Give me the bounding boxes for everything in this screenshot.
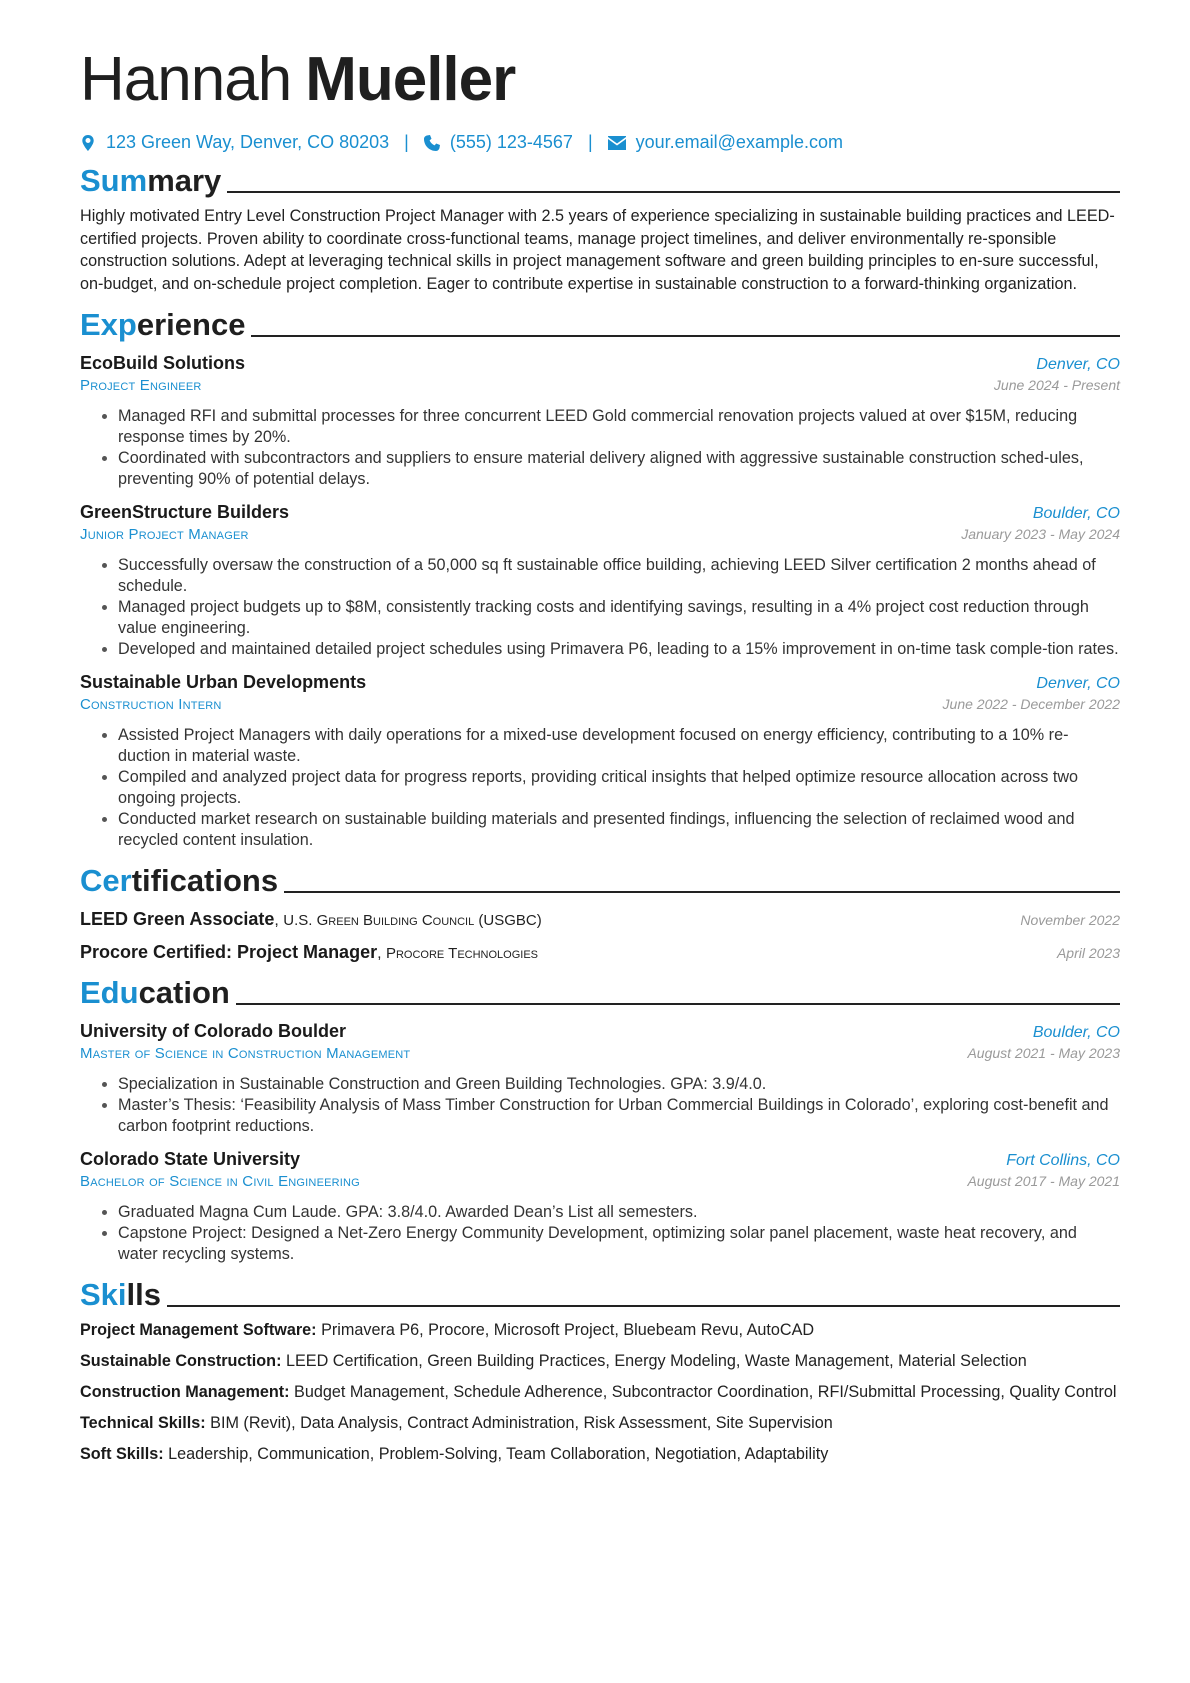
- list-item: • Developed and maintained detailed project schedules using Primavera P6, leading to a 15% improvement in on-time task comple-tion rates.: [118, 639, 1120, 660]
- section-divider: [236, 1003, 1120, 1005]
- skill-value: Budget Management, Schedule Adherence, Subcontractor Coordination, RFI/Submittal Processing, Quality Control: [294, 1383, 1117, 1402]
- skill-value: BIM (Revit), Data Analysis, Contract Administration, Risk Assessment, Site Supervision: [210, 1414, 833, 1433]
- contact-separator: |: [587, 132, 593, 152]
- job-location: Denver, CO: [1036, 675, 1120, 693]
- degree-title: Bachelor of Science in Civil Engineering: [80, 1173, 360, 1191]
- job-location: Denver, CO: [1036, 356, 1120, 374]
- list-item: • Master’s Thesis: ‘Feasibility Analysis of Mass Timber Construction for Urban Commercial Buildings in Colorado’, exploring cost-benefit and carbon footprint reductions.: [118, 1095, 1120, 1137]
- skill-label: Sustainable Construction:: [80, 1352, 282, 1371]
- bullet-list: [80, 1074, 1120, 1137]
- first-name: Hannah: [80, 45, 292, 114]
- bullet-list: [80, 725, 1120, 851]
- skill-value: Primavera P6, Procore, Microsoft Project, Bluebeam Revu, AutoCAD: [321, 1321, 815, 1340]
- contact-line: [80, 132, 1120, 153]
- section-heading: [80, 163, 221, 199]
- skill-label: Project Management Software:: [80, 1321, 317, 1340]
- candidate-name: [80, 44, 1120, 116]
- certification-name: Procore Certified: Project Manager: [80, 942, 378, 963]
- heading-accent: Cer: [80, 863, 132, 899]
- list-item: • Capstone Project: Designed a Net-Zero Energy Community Development, optimizing solar panel placement, waste heat recovery, and water recycling systems.: [118, 1223, 1120, 1265]
- education-dates: August 2021 - May 2023: [967, 1045, 1120, 1062]
- summary-text: Highly motivated Entry Level Construction Project Manager with 2.5 years of experience specializing in sustainable building practices and LEED-certified projects. Proven ability to coordinate cross-functional teams, manage project timelines, and deliver environmentally re-sponsible construction solutions. Adept at leveraging technical skills in project management software and green building principles to en-sure successful, on-budget, and on-schedule project completion. Eager to contribute expertise in sustainable construction to a forward-thinking organization.: [80, 207, 1115, 293]
- heading-rest: tifications: [131, 863, 279, 899]
- job-location: Boulder, CO: [1032, 505, 1120, 523]
- contact-separator: |: [404, 132, 409, 152]
- list-item: • Successfully oversaw the construction of a 50,000 sq ft sustainable office building, achieving LEED Silver certification 2 months ahead of schedule.: [118, 555, 1120, 597]
- skill-label: Soft Skills:: [80, 1445, 164, 1464]
- bullet-list: [80, 1202, 1120, 1265]
- section-heading: [80, 863, 278, 899]
- school-location: Fort Collins, CO: [1006, 1152, 1120, 1170]
- heading-rest: cation: [138, 975, 230, 1011]
- certifications-section-title: [80, 863, 1120, 899]
- address-item: [80, 132, 389, 153]
- skill-row: [80, 1412, 1120, 1434]
- heading-rest: erience: [136, 307, 246, 343]
- job-dates: January 2023 - May 2024: [961, 526, 1120, 543]
- list-item: • Assisted Project Managers with daily operations for a mixed-use development focused on energy efficiency, contributing to a 10% re-duction in material waste.: [118, 725, 1120, 767]
- list-item: • Compiled and analyzed project data for progress reports, providing critical insights that helped optimize resource allocation across two ongoing projects.: [118, 767, 1120, 809]
- company-name: Sustainable Urban Developments: [80, 672, 367, 693]
- section-heading: [80, 307, 245, 343]
- phone-icon: [424, 135, 440, 151]
- skill-row: [80, 1381, 1120, 1403]
- education-section-title: [80, 975, 1120, 1011]
- section-divider: [284, 891, 1120, 893]
- section-heading: [80, 1277, 161, 1313]
- list-item: • Conducted market research on sustainable building materials and presented findings, influencing the selection of reclaimed wood and recycled content insulation.: [118, 809, 1120, 851]
- list-item: • Managed RFI and submittal processes for three concurrent LEED Gold commercial renovation projects valued at over $15M, reducing response times by 20%.: [118, 406, 1120, 448]
- skill-row: [80, 1443, 1120, 1465]
- bullet-list: [80, 406, 1120, 490]
- job-dates: June 2022 - December 2022: [942, 696, 1120, 713]
- certification-entry: Procore Certified: Project Manager, Procore Technologies April 2023: [80, 942, 1120, 963]
- phone-item: [424, 132, 573, 153]
- section-divider: [167, 1305, 1120, 1307]
- job-title: Construction Intern: [80, 696, 222, 714]
- experience-section-title: [80, 307, 1120, 343]
- heading-accent: Exp: [80, 307, 137, 343]
- education-entry: [80, 1021, 1120, 1137]
- job-title: Junior Project Manager: [80, 526, 249, 544]
- degree-title: Master of Science in Construction Management: [80, 1045, 411, 1063]
- school-name: Colorado State University: [80, 1149, 301, 1170]
- company-name: EcoBuild Solutions: [80, 353, 245, 374]
- section-heading: [80, 975, 230, 1011]
- section-divider: [227, 191, 1120, 193]
- certification-issuer: U.S. Green Building Council (USGBC): [283, 912, 542, 930]
- certification-date: April 2023: [1056, 945, 1120, 962]
- certification-name: LEED Green Associate: [80, 909, 275, 930]
- certification-issuer: Procore Technologies: [385, 945, 539, 963]
- skill-label: Technical Skills:: [80, 1414, 206, 1433]
- map-marker-icon: [80, 135, 96, 151]
- list-item: • Coordinated with subcontractors and suppliers to ensure material delivery aligned with aggressive sustainable construction sched-ules, preventing 90% of potential delays.: [118, 448, 1120, 490]
- skill-value: Leadership, Communication, Problem-Solving, Team Collaboration, Negotiation, Adaptability: [168, 1445, 829, 1464]
- list-item: • Specialization in Sustainable Construction and Green Building Technologies. GPA: 3.9/4.0.: [118, 1074, 1120, 1095]
- heading-accent: Edu: [80, 975, 139, 1011]
- certification-date: November 2022: [1020, 912, 1120, 929]
- list-item: • Graduated Magna Cum Laude. GPA: 3.8/4.0. Awarded Dean’s List all semesters.: [118, 1202, 1120, 1223]
- company-name: GreenStructure Builders: [80, 502, 290, 523]
- school-location: Boulder, CO: [1032, 1024, 1120, 1042]
- skill-label: Construction Management:: [80, 1383, 290, 1402]
- skill-row: [80, 1350, 1120, 1372]
- experience-entry: [80, 672, 1120, 851]
- skill-value: LEED Certification, Green Building Practices, Energy Modeling, Waste Management, Material Selection: [285, 1352, 1027, 1371]
- summary-section-title: [80, 163, 1120, 199]
- heading-accent: Ski: [80, 1277, 127, 1313]
- email-item[interactable]: [608, 132, 843, 153]
- certification-entry: LEED Green Associate, U.S. Green Building Council (USGBC) November 2022: [80, 909, 1120, 930]
- job-dates: June 2024 - Present: [993, 377, 1120, 394]
- heading-rest: mary: [147, 163, 222, 198]
- section-divider: [251, 335, 1120, 337]
- envelope-icon: [608, 136, 626, 150]
- education-dates: August 2017 - May 2021: [967, 1173, 1120, 1190]
- job-title: Project Engineer: [80, 377, 202, 395]
- last-name: Mueller: [305, 45, 516, 114]
- skill-row: [80, 1319, 1120, 1341]
- experience-entry: [80, 502, 1120, 660]
- school-name: University of Colorado Boulder: [80, 1021, 347, 1042]
- heading-accent: Sum: [80, 163, 148, 198]
- phone-text: (555) 123-4567: [449, 132, 573, 152]
- bullet-list: [80, 555, 1120, 660]
- address-text: 123 Green Way, Denver, CO 80203: [106, 132, 390, 152]
- heading-rest: lls: [126, 1277, 161, 1313]
- education-entry: [80, 1149, 1120, 1265]
- skills-section-title: [80, 1277, 1120, 1313]
- experience-entry: [80, 353, 1120, 490]
- list-item: • Managed project budgets up to $8M, consistently tracking costs and identifying savings, resulting in a 4% project cost reduction through value engineering.: [118, 597, 1120, 639]
- email-link[interactable]: your.email@example.com: [635, 132, 843, 152]
